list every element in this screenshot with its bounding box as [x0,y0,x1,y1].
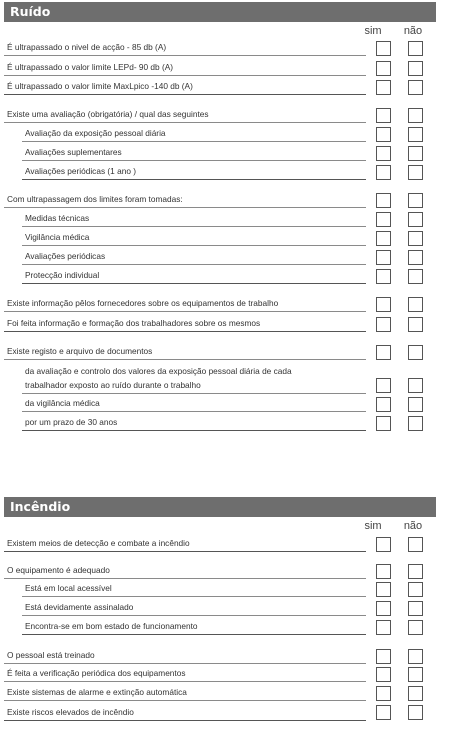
checkbox-sim[interactable] [376,582,391,597]
checkbox-nao[interactable] [408,108,423,123]
checkbox-nao[interactable] [408,564,423,579]
column-nao: não [403,520,423,532]
column-nao: não [403,25,423,37]
section-ruido [4,2,436,432]
checkbox-sim[interactable] [376,378,391,393]
checkbox-nao[interactable] [408,146,423,161]
checkbox-sim[interactable] [376,345,391,360]
question-subrow: Avaliações periódicas (1 ano ) [22,164,366,180]
question-subrow: Medidas técnicas [22,211,366,227]
question-subrow: trabalhador exposto ao ruído durante o trabalho [22,378,366,394]
question-row: Com ultrapassagem dos limites foram tomadas: [4,192,366,208]
checkbox-nao[interactable] [408,620,423,635]
section-incendio [4,497,436,729]
question-row: Foi feita informação e formação dos trabalhadores sobre os mesmos [4,316,366,332]
question-subrow: Está em local acessível [22,581,366,597]
checkbox-nao[interactable] [408,397,423,412]
question-row: É ultrapassado o valor limite MaxLpico -140 db (A) [4,79,366,95]
checkbox-nao[interactable] [408,127,423,142]
checkbox-nao[interactable] [408,416,423,431]
question-row: Existem meios de detecção e combate a incêndio [4,535,366,552]
checkbox-nao[interactable] [408,667,423,682]
checkbox-sim[interactable] [376,601,391,616]
checkbox-sim[interactable] [376,231,391,246]
checkbox-sim[interactable] [376,41,391,56]
column-sim: sim [364,25,382,37]
checkbox-sim[interactable] [376,620,391,635]
checkbox-nao[interactable] [408,297,423,312]
question-row: Existe riscos elevados de incêndio [4,704,366,721]
checkbox-nao[interactable] [408,686,423,701]
checkbox-sim[interactable] [376,127,391,142]
checkbox-nao[interactable] [408,317,423,332]
question-row: O equipamento é adequado [4,563,366,579]
checkbox-nao[interactable] [408,582,423,597]
checkbox-sim[interactable] [376,317,391,332]
question-subrow: Avaliações periódicas [22,249,366,265]
question-row: O pessoal está treinado [4,648,366,664]
checkbox-nao[interactable] [408,41,423,56]
checkbox-sim[interactable] [376,80,391,95]
checkbox-sim[interactable] [376,297,391,312]
checkbox-sim[interactable] [376,416,391,431]
column-sim: sim [364,520,382,532]
checkbox-sim[interactable] [376,649,391,664]
checkbox-nao[interactable] [408,649,423,664]
question-subrow: Avaliação da exposição pessoal diária [22,126,366,142]
checkbox-sim[interactable] [376,250,391,265]
question-row: É ultrapassado o valor limite LEPd- 90 db (A) [4,60,366,76]
checkbox-nao[interactable] [408,537,423,552]
column-headers [356,23,436,39]
checkbox-sim[interactable] [376,705,391,720]
checkbox-nao[interactable] [408,601,423,616]
checkbox-sim[interactable] [376,108,391,123]
checkbox-sim[interactable] [376,61,391,76]
checkbox-nao[interactable] [408,250,423,265]
checkbox-sim[interactable] [376,686,391,701]
checkbox-nao[interactable] [408,378,423,393]
question-subrow: Encontra-se em bom estado de funcionamento [22,619,366,635]
checkbox-nao[interactable] [408,80,423,95]
question-row: É feita a verificação periódica dos equipamentos [4,666,366,682]
question-subrow: Protecção individual [22,268,366,284]
checkbox-nao[interactable] [408,165,423,180]
question-row: Existe informação pêlos fornecedores sobre os equipamentos de trabalho [4,296,366,312]
checkbox-sim[interactable] [376,269,391,284]
section-title: Ruído [4,2,436,22]
checkbox-sim[interactable] [376,146,391,161]
checkbox-sim[interactable] [376,193,391,208]
column-headers [356,518,436,534]
checkbox-nao[interactable] [408,61,423,76]
question-subrow: Avaliações suplementares [22,145,366,161]
checkbox-sim[interactable] [376,564,391,579]
checkbox-nao[interactable] [408,705,423,720]
checkbox-sim[interactable] [376,667,391,682]
checkbox-nao[interactable] [408,231,423,246]
checkbox-sim[interactable] [376,212,391,227]
question-subrow: Está devidamente assinalado [22,600,366,616]
question-row: É ultrapassado o nivel de acção - 85 db (A) [4,40,366,56]
section-title: Incêndio [4,497,436,517]
question-row: Existe sistemas de alarme e extinção automática [4,685,366,701]
checkbox-nao[interactable] [408,345,423,360]
question-subrow: Vigilância médica [22,230,366,246]
question-subrow: da vigilância médica [22,396,366,412]
checkbox-nao[interactable] [408,269,423,284]
checkbox-nao[interactable] [408,193,423,208]
question-row: Existe registo e arquivo de documentos [4,344,366,360]
question-row: Existe uma avaliação (obrigatória) / qual das seguintes [4,107,366,123]
question-subrow: da avaliação e controlo dos valores da exposição pessoal diária de cada [25,366,292,376]
checkbox-sim[interactable] [376,537,391,552]
checkbox-nao[interactable] [408,212,423,227]
checkbox-sim[interactable] [376,165,391,180]
checkbox-sim[interactable] [376,397,391,412]
question-subrow: por um prazo de 30 anos [22,415,366,431]
